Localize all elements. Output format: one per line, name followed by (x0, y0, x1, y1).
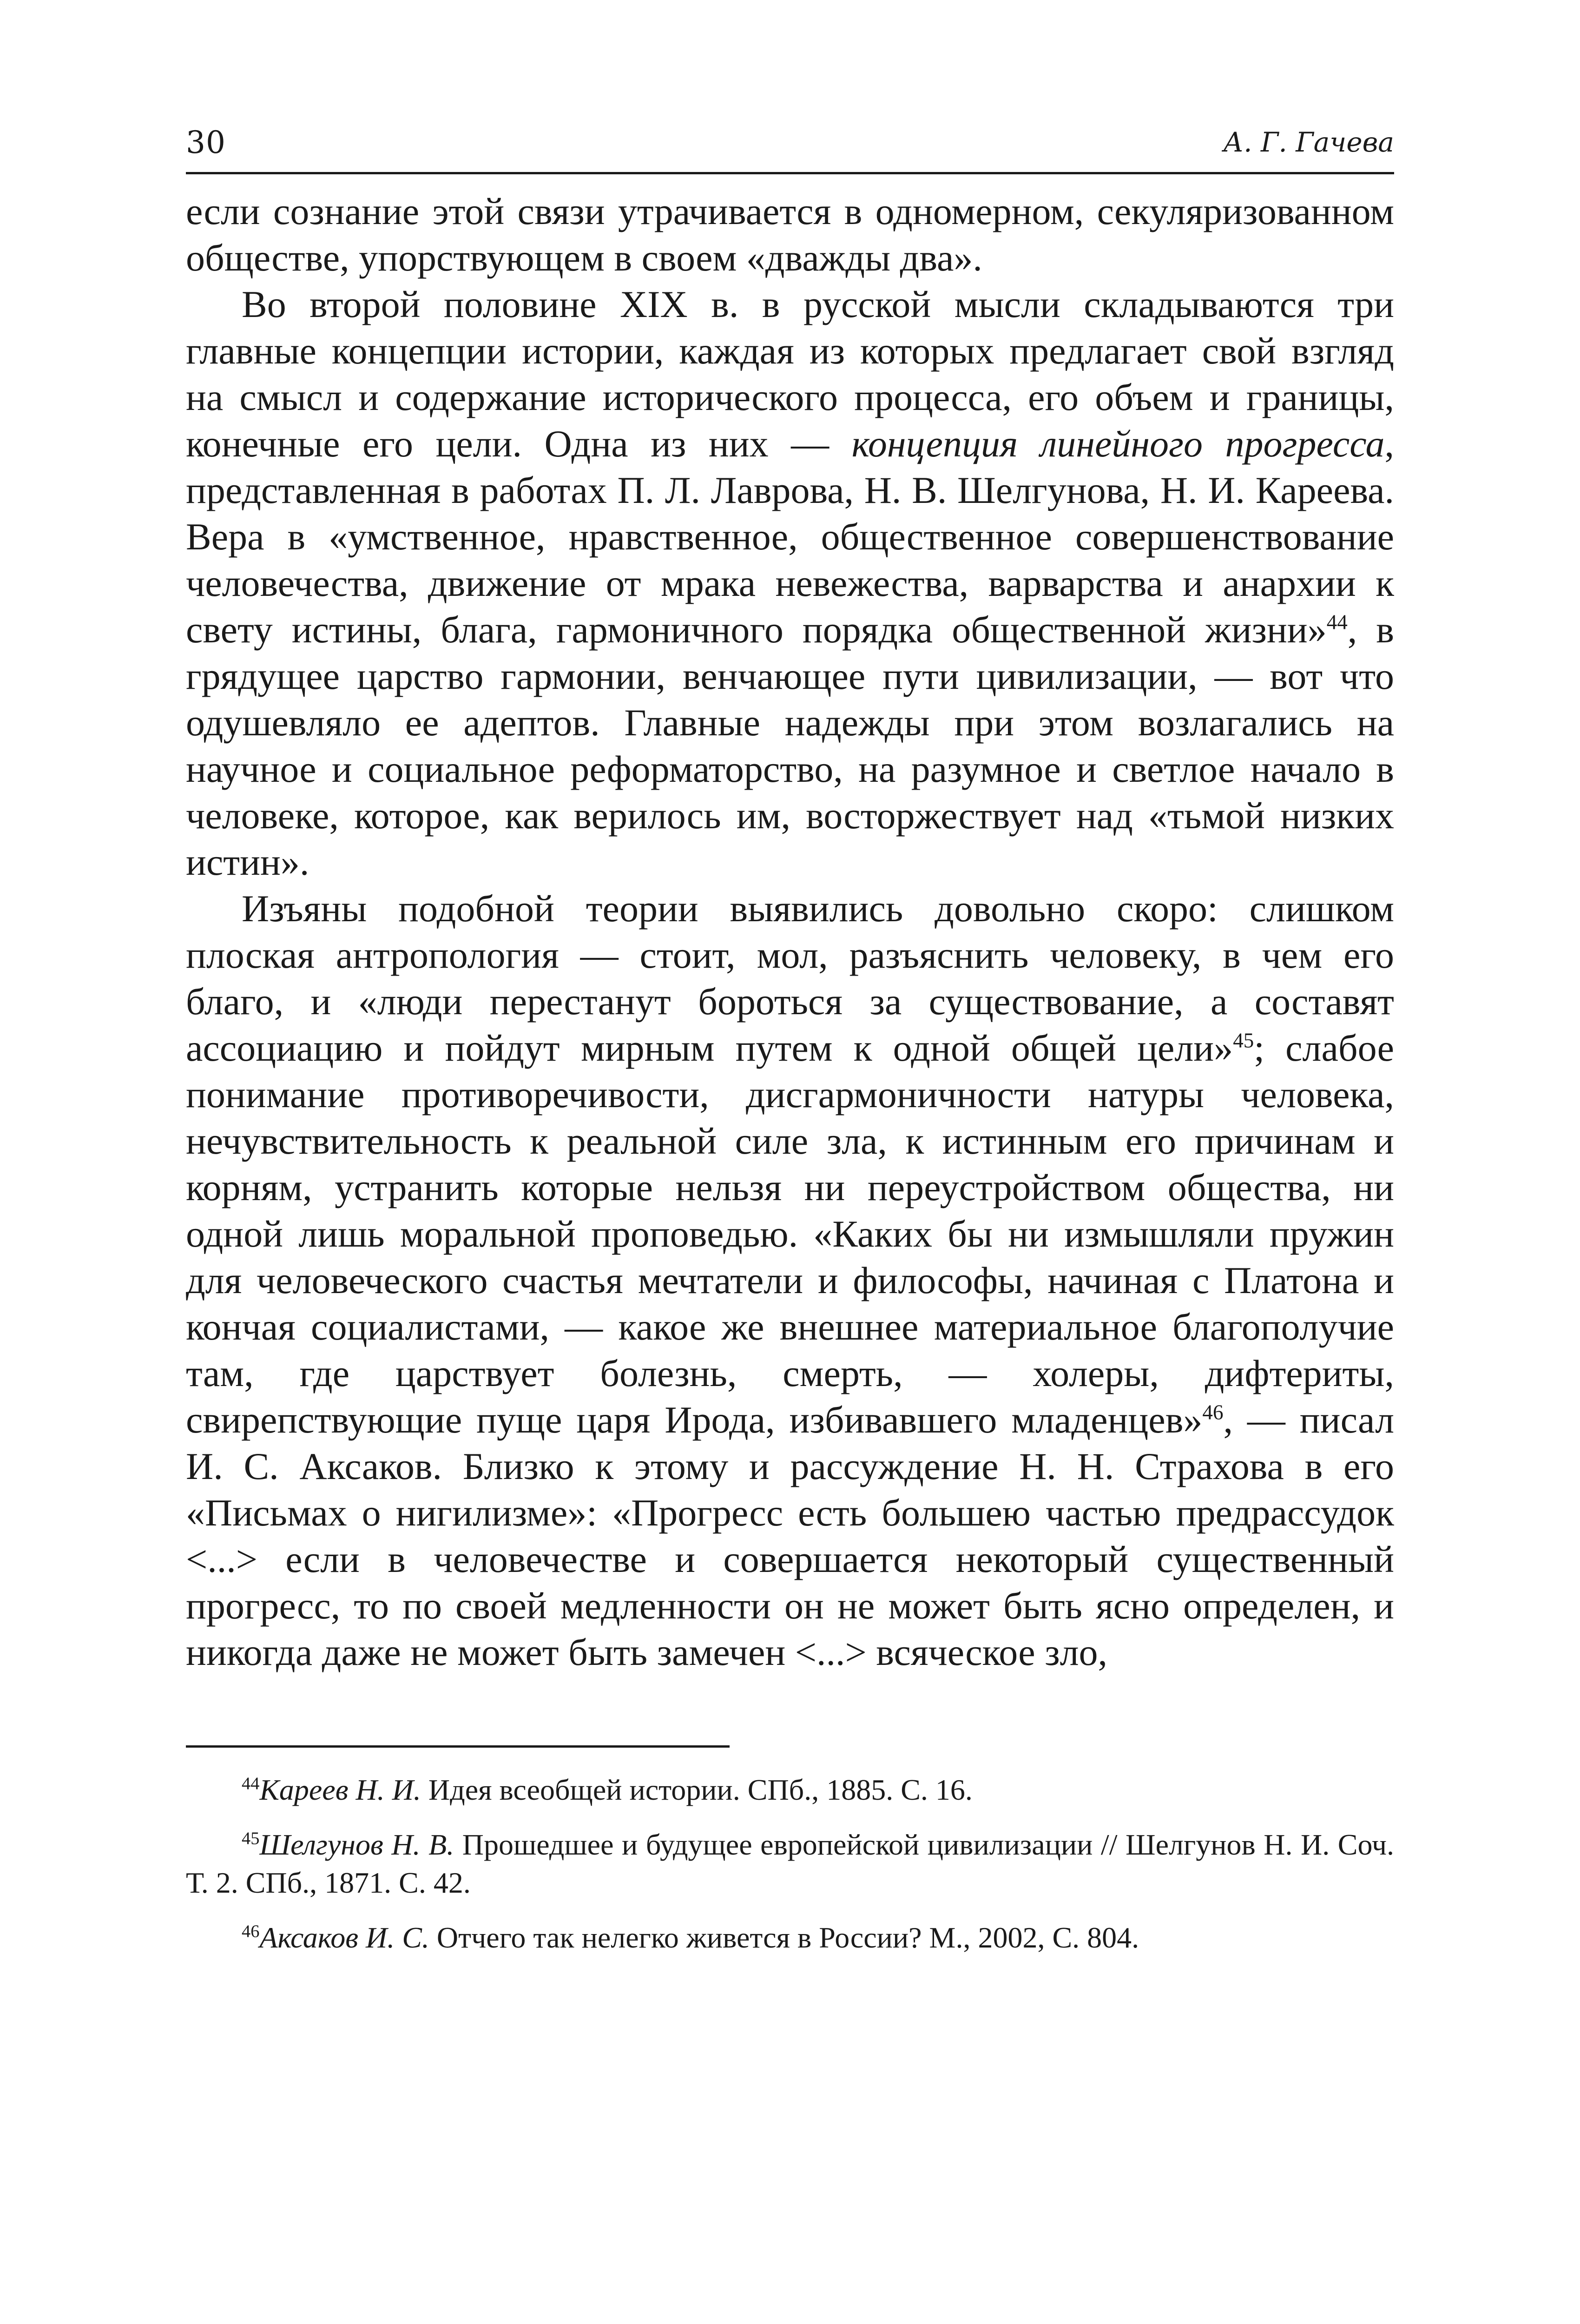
text-run: ; слабое понимание противоречивости, дисгармоничности натуры человека, нечувствительность к реальной силе зла, к истинным его причинам и корням, устранить которые нельзя ни переустройством общества, ни одной лишь моральной проповедью. «Каких бы ни измышляли пружин для человеческого счастья мечтатели и философы, начиная с Платона и кончая социалистами, — какое же внешнее материальное благополучие там, где царствует болезнь, смерть, — холеры, дифтериты, свирепствующие пуще царя Ирода, избивавшего младенцев» (186, 1027, 1394, 1441)
footnote-separator (186, 1745, 730, 1748)
text-run: если сознание этой связи утрачивается в одномерном, секуляризованном обществе, упорствующем в своем «дважды два». (186, 190, 1394, 279)
footnote-ref: 44 (1326, 610, 1348, 634)
paragraph (186, 885, 1394, 1676)
footnote-text: Отчего так нелегко живется в России? М., 2002, С. 804. (429, 1921, 1139, 1954)
footnote-text: Идея всеобщей истории. СПб., 1885. С. 16. (421, 1773, 973, 1806)
footnote (186, 1771, 1394, 1809)
footnote-text: Прошедшее и будущее европейской цивилизации // Шелгунов Н. И. Соч. Т. 2. СПб., 1871. С. 42. (186, 1828, 1395, 1899)
main-text (186, 188, 1394, 1676)
footnotes (186, 1771, 1394, 1957)
running-header (186, 107, 1394, 174)
text-run: Во второй половине XIX в. в русской мысли складываются три главные концепции истории, каждая из которых предлагает свой взгляд на смысл и содержание исторического процесса, его объем и границы, конечные его цели. Одна из них — (186, 283, 1394, 465)
text-run: Изъяны подобной теории выявились довольно скоро: слишком плоская антропология — стоит, мол, разъяснить человеку, в чем его благо, и «люди перестанут бороться за существование, а составят ассоциацию и пойдут мирным путем к одной общей цели» (186, 887, 1394, 1069)
text-run: , представленная в работах П. Л. Лаврова, Н. В. Шелгунова, Н. И. Кареева. Вера в «умственное, нравственное, общественное совершенствование человечества, движение от мрака невежества, варварства и анархии к свету истины, блага, гармоничного порядка общественной жизни» (186, 423, 1394, 651)
page-number: 30 (186, 125, 226, 160)
footnote-author: Кареев Н. И. (259, 1773, 421, 1806)
footnote-author: Шелгунов Н. В. (259, 1828, 454, 1861)
footnote (186, 1826, 1394, 1902)
running-head-author: А. Г. Гачева (1223, 126, 1394, 158)
paragraph (186, 281, 1394, 885)
emphasis-text: концепция линейного прогресса (851, 423, 1385, 465)
paragraph (186, 188, 1394, 281)
footnote-author: Аксаков И. С. (259, 1921, 429, 1954)
book-page (186, 107, 1394, 2291)
footnote-ref: 46 (1202, 1400, 1224, 1424)
text-run: , в грядущее царство гармонии, венчающее пути цивилизации, — вот что одушевляло ее адептов. Главные надежды при этом возлагались на научное и социальное реформаторство, на разумное и светлое начало в человеке, которое, как верилось им, восторжествует над «тьмой низких истин». (186, 608, 1395, 883)
footnote-number: 46 (242, 1921, 260, 1941)
footnote (186, 1919, 1394, 1957)
text-run: , — писал И. С. Аксаков. Близко к этому и рассуждение Н. Н. Страхова в его «Письмах о нигилизме»: «Прогресс есть большею частью предрассудок <...> если в человечестве и совершается некоторый существенный прогресс, то по своей медленности он не может быть ясно определен, и никогда даже не может быть замечен <...> всяческое зло, (186, 1399, 1394, 1673)
footnote-ref: 45 (1233, 1029, 1254, 1052)
footnote-number: 44 (242, 1774, 260, 1794)
footnote-number: 45 (242, 1829, 260, 1849)
